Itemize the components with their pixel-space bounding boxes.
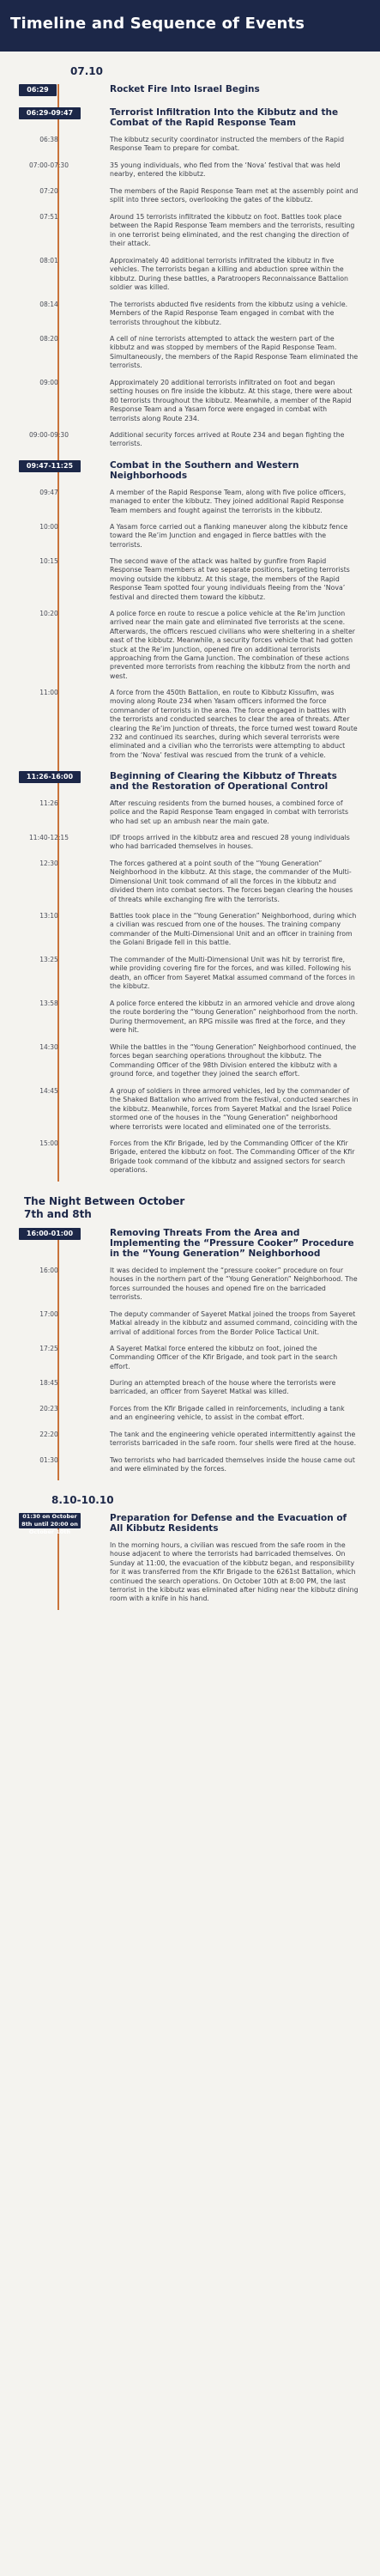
event-description: The forces gathered at a point south of the “Young Generation” Neighborhood in the kibbutz. At this stage, the commander of the Multi-Dimensional Unit took command of all the forces in the kibbutz and divided them into combat sectors. The forces began clearing the houses of threats while exchanging fire with the terrorists. xyxy=(110,860,353,903)
event-time: 11:00 xyxy=(39,689,58,696)
event-time: 12:30 xyxy=(39,860,58,867)
event-time: 06:38 xyxy=(39,136,58,143)
event-time: 09:47 xyxy=(39,489,58,496)
event-description: Around 15 terrorists infiltrated the kibbutz on foot. Battles took place between the Rapid Response Team members and the terrorists, resulting in one terrorist being eliminated, and the rest changing the direction of their attack. xyxy=(110,213,355,248)
event-description: A police force en route to rescue a police vehicle at the Re’im Junction arrived near the main gate and eliminated five terrorists at the scene. Afterwards, the officers rescued civilians who were sheltering in a shelter east of the kibbutz. Meanwhile, a security forces vehicle that had gotten stuck at the Re’im Junction, opened fire on additional terrorists approaching from the Gama Junction. The combination of these actions prevented more terrorists from reaching the kibbutz from the north and west. xyxy=(110,610,355,680)
event-time: 07:51 xyxy=(39,213,58,221)
event-description: After rescuing residents from the burned houses, a combined force of police and the Rapid Response Team engaged in combat with terrorists who had set up an ambush near the main gate. xyxy=(110,799,349,825)
event-time: 07:20 xyxy=(39,187,58,195)
event-description: The members of the Rapid Response Team met at the assembly point and split into three sectors, overlooking the gates of the kibbutz. xyxy=(110,187,359,204)
section-title: Combat in the Southern and Western Neighborhoods xyxy=(110,460,299,481)
section-time-badge: 16:00-01:00 xyxy=(19,1228,81,1240)
event-description: Forces from the Kfir Brigade called in reinforcements, including a tank and an engineering vehicle, to assist in the combat effort. xyxy=(110,1405,345,1422)
section-time-badge: 11:26-16:00 xyxy=(19,771,81,783)
event-time: 15:00 xyxy=(39,1139,58,1147)
event-time: 17:00 xyxy=(39,1310,58,1318)
event-time: 10:00 xyxy=(39,523,58,531)
section-time-badge: 06:29 xyxy=(19,84,57,96)
event-description: Approximately 20 additional terrorists infiltrated on foot and began setting houses on fire inside the kibbutz. At this stage, there were about 80 terrorists throughout the kibbutz. Meanwhile, a member of the Rapid Response Team and a Yasam force were engaged in combat with terrorists along Route 234. xyxy=(110,379,353,422)
event-description: The commander of the Multi-Dimensional Unit was hit by terrorist fire, while providing covering fire for the forces, and was killed. Following his death, an officer from Sayeret Matkal assumed command of the forces in the kibbutz. xyxy=(110,956,355,991)
event-time: 07:00-07:30 xyxy=(29,161,69,169)
event-description: It was decided to implement the “pressure cooker” procedure on four houses in the northern part of the “Young Generation” Neighborhood. The forces surrounded the houses and opened fire on the barricaded terrorists. xyxy=(110,1267,358,1302)
event-description: A cell of nine terrorists attempted to attack the western part of the kibbutz and was stopped by members of the Rapid Response Team. Simultaneously, the members of the Rapid Response Team eliminated the terrorists. xyxy=(110,335,359,370)
section-title: Terrorist Infiltration Into the Kibbutz and the Combat of the Rapid Response Team xyxy=(110,107,339,128)
section-time-badge: 01:30 on October 8th until 20:00 on October 10th xyxy=(19,1513,81,1528)
section-title: Rocket Fire Into Israel Begins xyxy=(110,84,260,94)
event-time: 09:00-09:30 xyxy=(29,431,69,439)
event-description: A member of the Rapid Response Team, along with five police officers, managed to enter the kibbutz. They joined additional Rapid Response Team members and fought against the terrorists in the kibbutz. xyxy=(110,489,347,514)
event-description: A force from the 450th Battalion, en route to Kibbutz Kissufim, was moving along Route 234 when Yasam officers informed the force commander of terrorists in the area. The force engaged in battles with the terrorists and conducted searches to clear the area of threats. After clearing the Re’im Junction of threats, the force turned west toward Route 232 and continued its searches, during which several terrorists were eliminated and a civilian who the terrorists were attempting to abduct from the ‘Nova’ festival was rescued from the trunk of a vehicle. xyxy=(110,689,358,759)
section-title: Removing Threats From the Area and Implementing the “Pressure Cooker” Procedure in the “Young Generation” Neighborhood xyxy=(110,1228,354,1259)
event-description: Additional security forces arrived at Route 234 and began fighting the terrorists. xyxy=(110,431,345,448)
event-time: 08:01 xyxy=(39,257,58,264)
event-time: 14:45 xyxy=(39,1087,58,1095)
event-time: 11:40-12:15 xyxy=(29,834,69,841)
event-description: In the morning hours, a civilian was rescued from the safe room in the house adjacent to where the terrorists had barricaded themselves. On Sunday at 11:00, the evacuation of the kibbutz began, and responsibility for it was transferred from the Kfir Brigade to the 6261st Battalion, which continued the search operations. On October 10th at 8:00 PM, the last terrorist in the kibbutz was eliminated after hiding near the kibbutz dining room with a knife in his hand. xyxy=(110,1541,359,1603)
event-description: A police force entered the kibbutz in an armored vehicle and drove along the route bordering the “Young Generation” neighborhood from the north. During thermovement, an RPG missile was fired at the force, and they were hit. xyxy=(110,999,359,1035)
section-title: Preparation for Defense and the Evacuation of All Kibbutz Residents xyxy=(110,1513,347,1534)
event-time: 14:30 xyxy=(39,1043,58,1051)
event-description: The terrorists abducted five residents from the kibbutz using a vehicle. Members of the Rapid Response Team engaged in combat with the terrorists throughout the kibbutz. xyxy=(110,301,348,326)
event-description: 35 young individuals, who fled from the ‘Nova’ festival that was held nearby, entered the kibbutz. xyxy=(110,161,341,179)
event-description: A Yasam force carried out a flanking maneuver along the kibbutz fence toward the Re’im Junction and engaged in fierce battles with the terrorists. xyxy=(110,523,348,549)
page-title: Timeline and Sequence of Events xyxy=(10,15,305,33)
event-time: 09:00 xyxy=(39,379,58,386)
event-description: A group of soldiers in three armored vehicles, led by the commander of the Shaked Battalion who arrived from the festival, conducted searches in the kibbutz. Meanwhile, forces from Sayeret Matkal and the Israel Police stormed one of the houses in the “Young Generation” neighborhood where terrorists were located and eliminated one of the terrorists. xyxy=(110,1087,359,1131)
event-description: Two terrorists who had barricaded themselves inside the house came out and were eliminated by the forces. xyxy=(110,1456,355,1473)
date-heading: 8.10-10.10 xyxy=(51,1494,114,1506)
event-description: During an attempted breach of the house where the terrorists were barricaded, an officer from Sayeret Matkal was killed. xyxy=(110,1379,336,1396)
date-heading: 07.10 xyxy=(70,65,103,77)
event-description: The tank and the engineering vehicle operated intermittently against the terrorists barricaded in the safe room. four shells were fired at the house. xyxy=(110,1431,357,1448)
event-description: Approximately 40 additional terrorists infiltrated the kibbutz in five vehicles. The terrorists began a killing and abduction spree within the kibbutz. During these battles, a Paratroopers Reconnaissance Battalion soldier was killed. xyxy=(110,257,348,292)
timeline-line xyxy=(57,84,59,1182)
event-description: IDF troops arrived in the kibbutz area and rescued 28 young individuals who had barricaded themselves in houses. xyxy=(110,834,350,851)
event-description: A Sayeret Matkal force entered the kibbutz on foot, joined the Commanding Officer of the Kfir Brigade, and took part in the search effort. xyxy=(110,1345,338,1370)
event-time: 08:20 xyxy=(39,335,58,343)
event-time: 13:10 xyxy=(39,912,58,920)
event-description: The deputy commander of Sayeret Matkal joined the troops from Sayeret Matkal already in the kibbutz and assumed command, coinciding with the arrival of additional forces from the Border Police Tactical Unit. xyxy=(110,1310,358,1336)
event-time: 16:00 xyxy=(39,1267,58,1274)
event-time: 11:26 xyxy=(39,799,58,807)
event-description: Battles took place in the “Young Generation” Neighborhood, during which a civilian was rescued from one of the houses. The training company commander of the Multi-Dimensional Unit and an officer in training from the Golani Brigade fell in this battle. xyxy=(110,912,357,947)
event-time: 17:25 xyxy=(39,1345,58,1352)
event-time: 13:58 xyxy=(39,999,58,1007)
event-time: 22:20 xyxy=(39,1431,58,1438)
date-heading: The Night Between October 7th and 8th xyxy=(24,1195,185,1220)
event-time: 13:25 xyxy=(39,956,58,963)
section-time-badge: 09:47-11:25 xyxy=(19,460,81,472)
section-title: Beginning of Clearing the Kibbutz of Threats and the Restoration of Operational Control xyxy=(110,771,337,792)
event-description: While the battles in the “Young Generation” Neighborhood continued, the forces began searching operations throughout the kibbutz. The Commanding Officer of the 98th Division entered the kibbutz with a ground force, and together they joined the search effort. xyxy=(110,1043,357,1078)
event-time: 18:45 xyxy=(39,1379,58,1387)
event-time: 10:15 xyxy=(39,557,58,565)
event-description: The second wave of the attack was halted by gunfire from Rapid Response Team members at two separate positions, targeting terrorists moving outside the kibbutz. At this stage, the members of the Rapid Response Team spotted four young individuals fleeing from the ‘Nova’ festival and directed them toward the kibbutz. xyxy=(110,557,350,601)
event-time: 01:30 xyxy=(39,1456,58,1464)
event-time: 20:23 xyxy=(39,1405,58,1413)
event-description: The kibbutz security coordinator instructed the members of the Rapid Response Team to prepare for combat. xyxy=(110,136,345,153)
event-description: Forces from the Kfir Brigade, led by the Commanding Officer of the Kfir Brigade, entered the kibbutz on foot. The Commanding Officer of the Kfir Brigade took command of the kibbutz and assigned sectors for search operations. xyxy=(110,1139,355,1175)
section-time-badge: 06:29-09:47 xyxy=(19,107,81,119)
event-time: 10:20 xyxy=(39,610,58,617)
event-time: 08:14 xyxy=(39,301,58,308)
